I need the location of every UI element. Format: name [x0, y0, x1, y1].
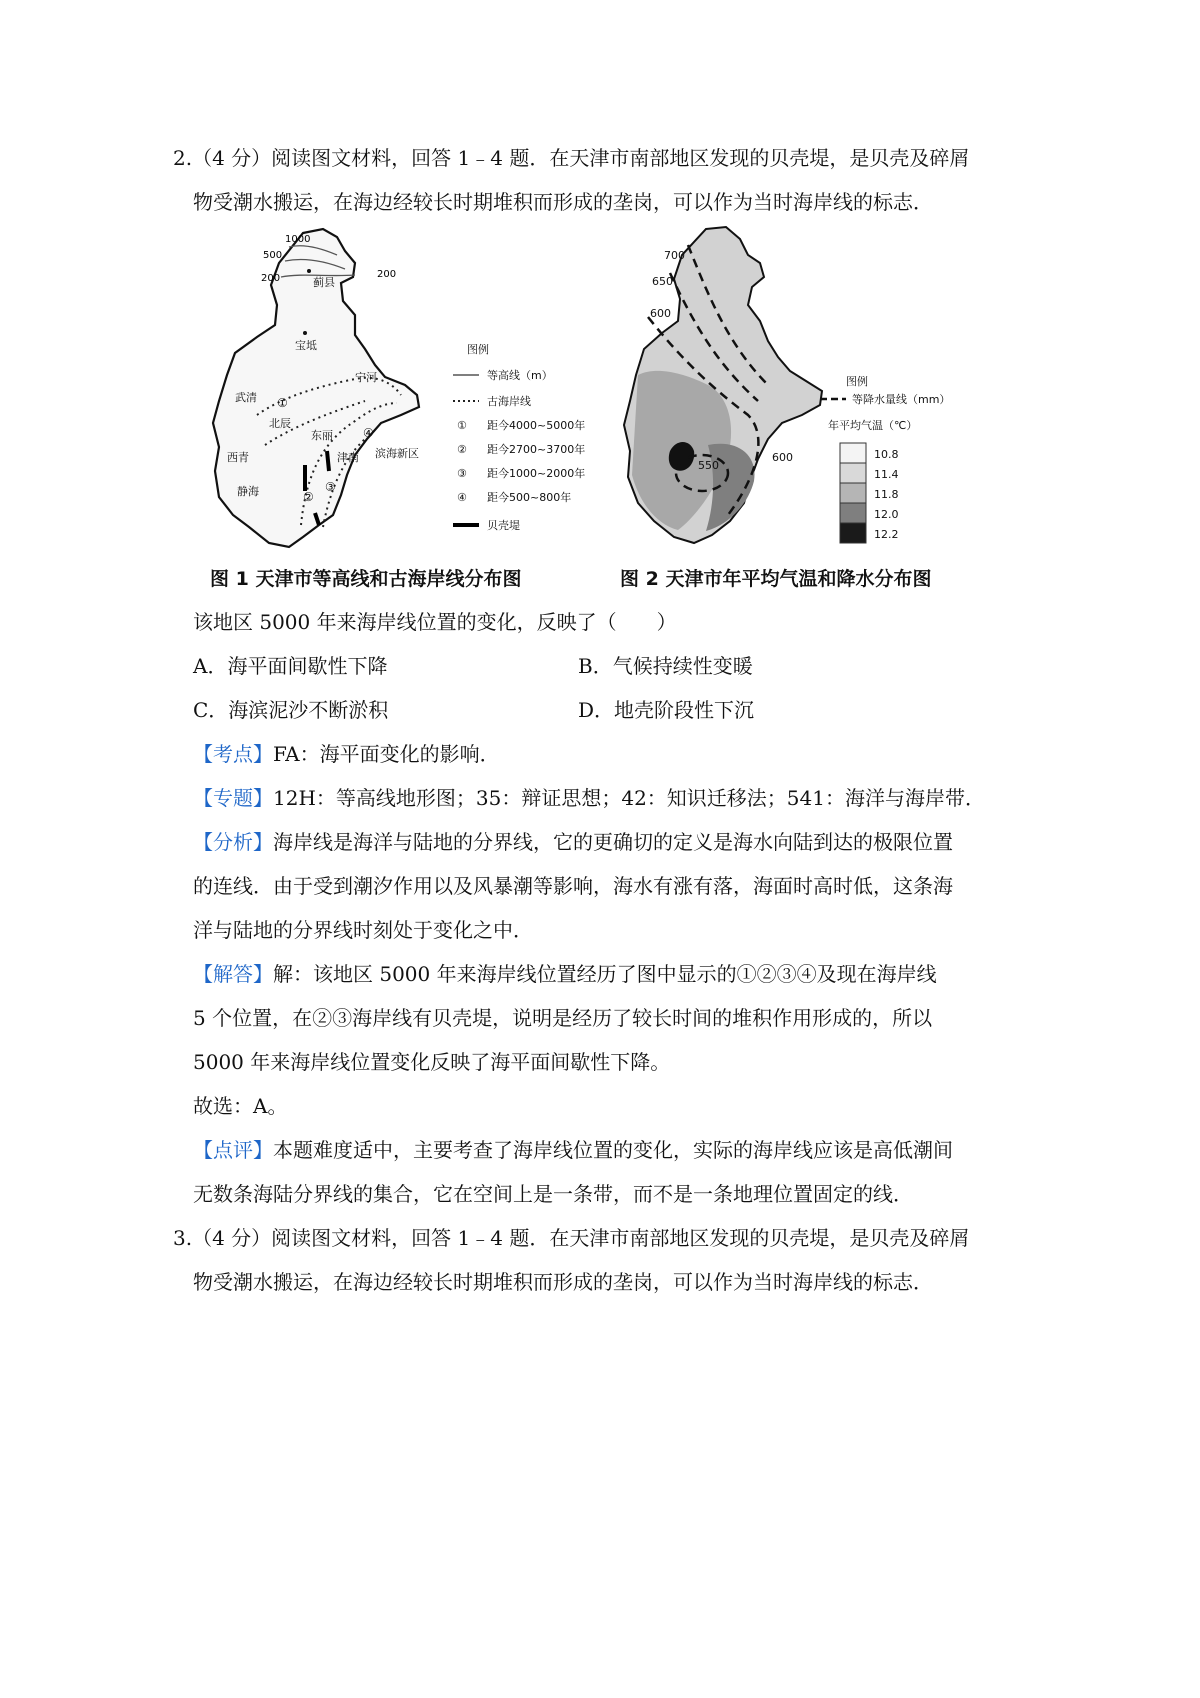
- legend2-temp-title: 年平均气温（℃）: [828, 419, 918, 432]
- jieda-line3: 5000 年来海岸线位置变化反映了海平面间歇性下降。: [193, 1050, 671, 1074]
- figure2-caption: 图 2 天津市年平均气温和降水分布图: [620, 568, 932, 590]
- jieda-line2: 5 个位置，在②③海岸线有贝壳堤，说明是经历了较长时间的堆积作用形成的，所以: [193, 1006, 933, 1030]
- marker-4: ④: [363, 426, 374, 440]
- jieda-tag: 【解答】: [193, 962, 273, 986]
- legend1-period-4: 距今500~800年: [487, 491, 572, 504]
- marker-1: ①: [277, 396, 288, 410]
- legend1-contour: 等高线（m）: [487, 369, 553, 382]
- temp-label-0: 10.8: [874, 448, 899, 461]
- contour-label-200-right: 200: [377, 269, 397, 280]
- temp-label-4: 12.2: [874, 528, 899, 541]
- option-b[interactable]: B．气候持续性变暖: [578, 654, 753, 678]
- zhuanti-text: 12H：等高线地形图；35：辩证思想；42：知识迁移法；541：海洋与海岸带．: [273, 786, 985, 810]
- temp-swatch-0: [840, 443, 866, 463]
- kaodian-row: [193, 740, 500, 768]
- q2-stem-line2: 物受潮水搬运，在海边经较长时期堆积而形成的垄岗，可以作为当时海岸线的标志．: [193, 190, 933, 214]
- temp-swatch-2: [840, 483, 866, 503]
- isohyet-label-600-top: 600: [650, 307, 671, 320]
- fenxi-line1: 海岸线是海洋与陆地的分界线，它的更确切的定义是海水向陆到达的极限位置: [273, 830, 953, 854]
- isohyet-label-650: 650: [652, 275, 673, 288]
- dianping-tag: 【点评】: [193, 1138, 273, 1162]
- isohyet-label-700: 700: [664, 249, 685, 262]
- option-c[interactable]: C．海滨泥沙不断淤积: [193, 698, 389, 722]
- temp-label-1: 11.4: [874, 468, 899, 481]
- legend1-period-2: 距今2700~3700年: [487, 443, 586, 456]
- temp-label-3: 12.0: [874, 508, 899, 521]
- legend1-m2: ②: [457, 443, 467, 456]
- legend2-title: 图例: [846, 375, 868, 388]
- marker-3: ③: [325, 480, 336, 494]
- kaodian-text: FA：海平面变化的影响．: [273, 742, 500, 766]
- legend1-title: 图例: [467, 343, 489, 356]
- place-ninghe: 宁河: [355, 371, 377, 384]
- temp-swatch-3: [840, 503, 866, 523]
- temp-swatch-1: [840, 463, 866, 483]
- place-binhai: 滨海新区: [375, 447, 419, 460]
- place-jixian: 蓟县: [313, 276, 335, 289]
- legend1-period-1: 距今4000~5000年: [487, 419, 586, 432]
- jieda-line1: 解：该地区 5000 年来海岸线位置经历了图中显示的①②③④及现在海岸线: [273, 962, 937, 986]
- zhuanti-row: [193, 784, 985, 812]
- dianping-line1: 本题难度适中，主要考查了海岸线位置的变化，实际的海岸线应该是高低潮间: [273, 1138, 953, 1162]
- legend1-shell-ridge: 贝壳堤: [487, 519, 520, 532]
- place-wuqing: 武清: [235, 391, 257, 404]
- figure1-tianjin-contour-coastline-map: [205, 225, 600, 570]
- place-xiqing: 西青: [227, 451, 249, 464]
- legend1-m4: ④: [457, 491, 467, 504]
- fenxi-line2: 的连线．由于受到潮汐作用以及风暴潮等影响，海水有涨有落，海面时高时低，这条海: [193, 874, 953, 898]
- contour-label-200-left: 200: [261, 273, 281, 284]
- legend1-m1: ①: [457, 419, 467, 432]
- jieda-row: [193, 960, 937, 988]
- legend1-period-3: 距今1000~2000年: [487, 467, 586, 480]
- fenxi-row: [193, 828, 953, 856]
- isohyet-label-600-right: 600: [772, 451, 793, 464]
- dianping-row: [193, 1136, 953, 1164]
- q3-stem-line1: 3.（4 分）阅读图文材料，回答 1﹣4 题．在天津市南部地区发现的贝壳堤，是贝壳及碎屑: [173, 1226, 970, 1250]
- place-jinnan: 津南: [337, 451, 359, 464]
- shell-ridge-b: [327, 451, 329, 471]
- legend2-isohyet: 等降水量线（mm）: [852, 393, 951, 406]
- place-jinghai: 静海: [237, 485, 259, 498]
- temp-label-2: 11.8: [874, 488, 899, 501]
- kaodian-tag: 【考点】: [193, 742, 273, 766]
- place-beichen: 北辰: [269, 417, 291, 430]
- option-d[interactable]: D．地壳阶段性下沉: [578, 698, 755, 722]
- place-dongli: 东丽: [311, 429, 333, 442]
- figure2-tianjin-temp-precip-map: [618, 225, 968, 570]
- isohyet-label-550: 550: [698, 459, 719, 472]
- marker-2: ②: [303, 490, 314, 504]
- q3-stem-line2: 物受潮水搬运，在海边经较长时期堆积而形成的垄岗，可以作为当时海岸线的标志．: [193, 1270, 933, 1294]
- q2-question: 该地区 5000 年来海岸线位置的变化，反映了（ ）: [193, 610, 677, 634]
- legend1-ancient-coast: 古海岸线: [487, 395, 531, 408]
- contour-label-1000: 1000: [285, 234, 311, 245]
- figure1-caption: 图 1 天津市等高线和古海岸线分布图: [210, 568, 522, 590]
- answer-line: 故选：A。: [193, 1094, 288, 1118]
- dianping-line2: 无数条海陆分界线的集合，它在空间上是一条带，而不是一条地理位置固定的线．: [193, 1182, 913, 1206]
- contour-label-500: 500: [263, 250, 283, 261]
- fenxi-tag: 【分析】: [193, 830, 273, 854]
- q2-stem-line1: 2.（4 分）阅读图文材料，回答 1﹣4 题．在天津市南部地区发现的贝壳堤，是贝壳及碎屑: [173, 146, 970, 170]
- temp-swatch-4: [840, 523, 866, 543]
- option-a[interactable]: A．海平面间歇性下降: [193, 654, 388, 678]
- legend1-m3: ③: [457, 467, 467, 480]
- zhuanti-tag: 【专题】: [193, 786, 273, 810]
- fenxi-line3: 洋与陆地的分界线时刻处于变化之中．: [193, 918, 533, 942]
- place-baodi: 宝坻: [295, 339, 317, 352]
